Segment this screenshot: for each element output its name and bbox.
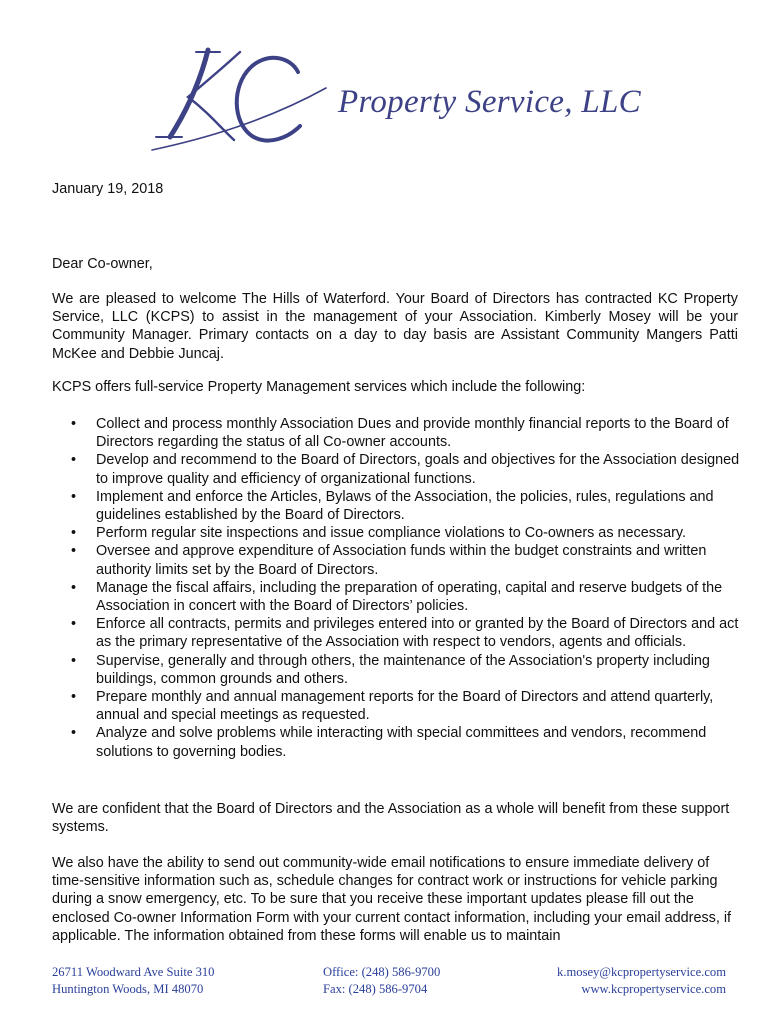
- list-item: • Collect and process monthly Association Dues and provide monthly financial reports to the Board of Directors regarding the status of all Co-owner accounts.: [52, 415, 740, 451]
- email-link[interactable]: k.mosey@kcpropertyservice.com: [557, 965, 726, 979]
- office-phone: Office: (248) 586-9700: [323, 965, 441, 979]
- fax-number: Fax: (248) 586-9704: [323, 982, 428, 996]
- list-item: • Manage the fiscal affairs, including the preparation of operating, capital and reserve budgets of the Association in concert with the Board of Directors’ policies.: [52, 579, 740, 615]
- list-item: • Develop and recommend to the Board of Directors, goals and objectives for the Association designed to improve quality and efficiency of organizational functions.: [52, 451, 740, 487]
- salutation: Dear Co-owner,: [52, 256, 153, 272]
- address-line-2: Huntington Woods, MI 48070: [52, 982, 204, 996]
- company-logo: [148, 42, 648, 152]
- company-name: Property Service, LLC: [338, 84, 641, 120]
- intro-paragraph: We are pleased to welcome The Hills of Waterford. Your Board of Directors has contracted KC Property Service, LLC (KCPS) to assist in the management of your Association. Kimberly Mosey will be your Community Manager. Primary contacts on a day to day basis are Assistant Community Mangers Patti McKee and Debbie Juncaj.: [52, 291, 738, 362]
- list-item: • Enforce all contracts, permits and privileges entered into or granted by the Board of Directors and act as the primary representative of the Association with respect to vendors, agents and officials.: [52, 615, 740, 651]
- email-notification-paragraph: We also have the ability to send out community-wide email notifications to ensure immediate delivery of time-sensitive information such as, schedule changes for contract work or instructions for vehicle parking during a snow emergency, etc. To be sure that you receive these important updates please fill out the enclosed Co-owner Information Form with your current contact information, including your email address, if applicable. The information obtained from these forms will enable us to maintain: [52, 855, 732, 944]
- list-item: • Oversee and approve expenditure of Association funds within the budget constraints and written authority limits set by the Board of Directors.: [52, 542, 740, 578]
- website-link[interactable]: www.kcpropertyservice.com: [581, 982, 726, 996]
- footer-contact: [557, 964, 726, 998]
- kc-monogram-logo: [148, 42, 348, 152]
- list-item: • Implement and enforce the Articles, Bylaws of the Association, the policies, rules, regulations and guidelines established by the Board of Directors.: [52, 488, 740, 524]
- footer-phones: [323, 964, 440, 998]
- services-list: [52, 415, 740, 761]
- services-intro: KCPS offers full-service Property Management services which include the following:: [52, 379, 586, 395]
- list-item: • Prepare monthly and annual management reports for the Board of Directors and attend quarterly, annual and special meetings as requested.: [52, 688, 740, 724]
- address-line-1: 26711 Woodward Ave Suite 310: [52, 965, 215, 979]
- letter-date: January 19, 2018: [52, 181, 164, 197]
- footer-address: [52, 964, 214, 998]
- list-item: • Analyze and solve problems while interacting with special committees and vendors, recommend solutions to governing bodies.: [52, 724, 740, 760]
- list-item: • Perform regular site inspections and issue compliance violations to Co-owners as necessary.: [52, 524, 740, 542]
- list-item: • Supervise, generally and through others, the maintenance of the Association's property including buildings, common grounds and others.: [52, 652, 740, 688]
- confidence-paragraph: We are confident that the Board of Directors and the Association as a whole will benefit from these support systems.: [52, 801, 730, 836]
